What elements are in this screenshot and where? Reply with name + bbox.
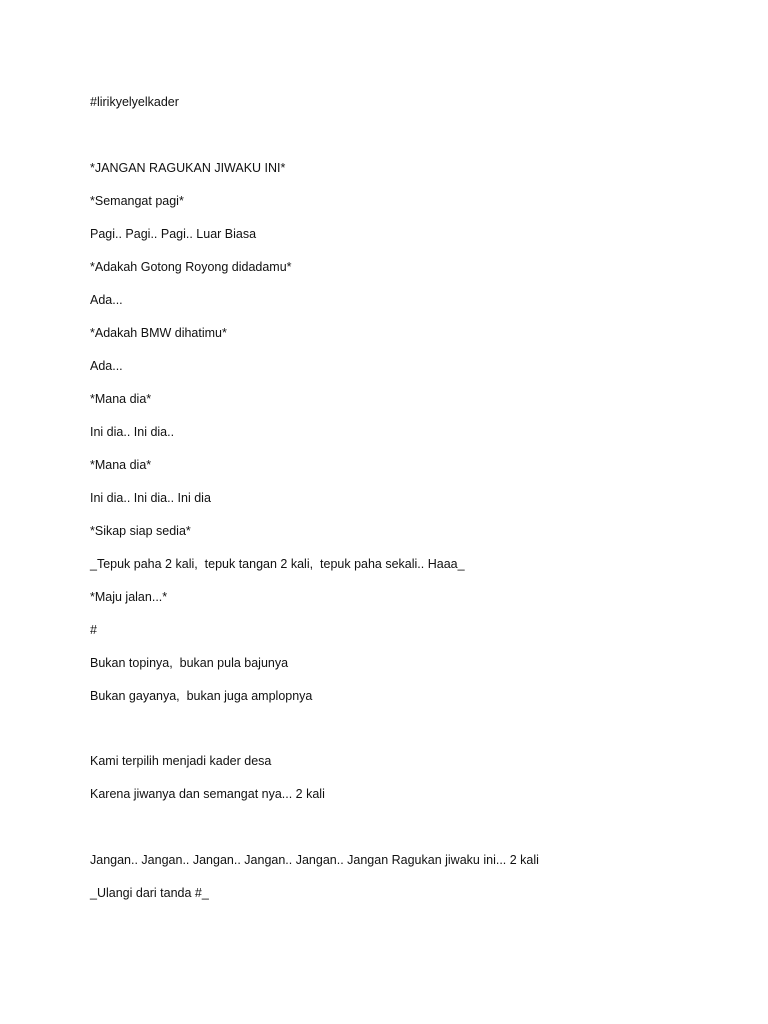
lyric-line: Ada... [90, 293, 123, 307]
lyric-line: Jangan.. Jangan.. Jangan.. Jangan.. Jangan.. Jangan Ragukan jiwaku ini... 2 kali [90, 853, 539, 867]
lyric-line: Karena jiwanya dan semangat nya... 2 kali [90, 787, 325, 801]
lyric-line: *Maju jalan...* [90, 590, 168, 604]
instruction-line: _Tepuk paha 2 kali, tepuk tangan 2 kali, tepuk paha sekali.. Haaa_ [90, 557, 465, 571]
lyric-line: Kami terpilih menjadi kader desa [90, 754, 272, 768]
lyric-line: *Adakah BMW dihatimu* [90, 326, 227, 340]
lyric-line: Ini dia.. Ini dia.. [90, 425, 175, 439]
lyric-line: Ini dia.. Ini dia.. Ini dia [90, 491, 211, 505]
repeat-marker: # [90, 623, 97, 637]
lyric-line: Bukan topinya, bukan pula bajunya [90, 656, 289, 670]
lyric-line: *Mana dia* [90, 392, 152, 406]
lyric-line: Ada... [90, 359, 123, 373]
lyric-line: *Sikap siap sedia* [90, 524, 191, 538]
song-title: *JANGAN RAGUKAN JIWAKU INI* [90, 161, 286, 175]
lyric-line: *Semangat pagi* [90, 194, 184, 208]
lyric-line: *Mana dia* [90, 458, 152, 472]
lyric-line: Bukan gayanya, bukan juga amplopnya [90, 689, 313, 703]
lyric-line: *Adakah Gotong Royong didadamu* [90, 260, 292, 274]
hashtag-line: #lirikyelyelkader [90, 95, 179, 109]
instruction-line: _Ulangi dari tanda #_ [90, 886, 209, 900]
lyric-line: Pagi.. Pagi.. Pagi.. Luar Biasa [90, 227, 257, 241]
